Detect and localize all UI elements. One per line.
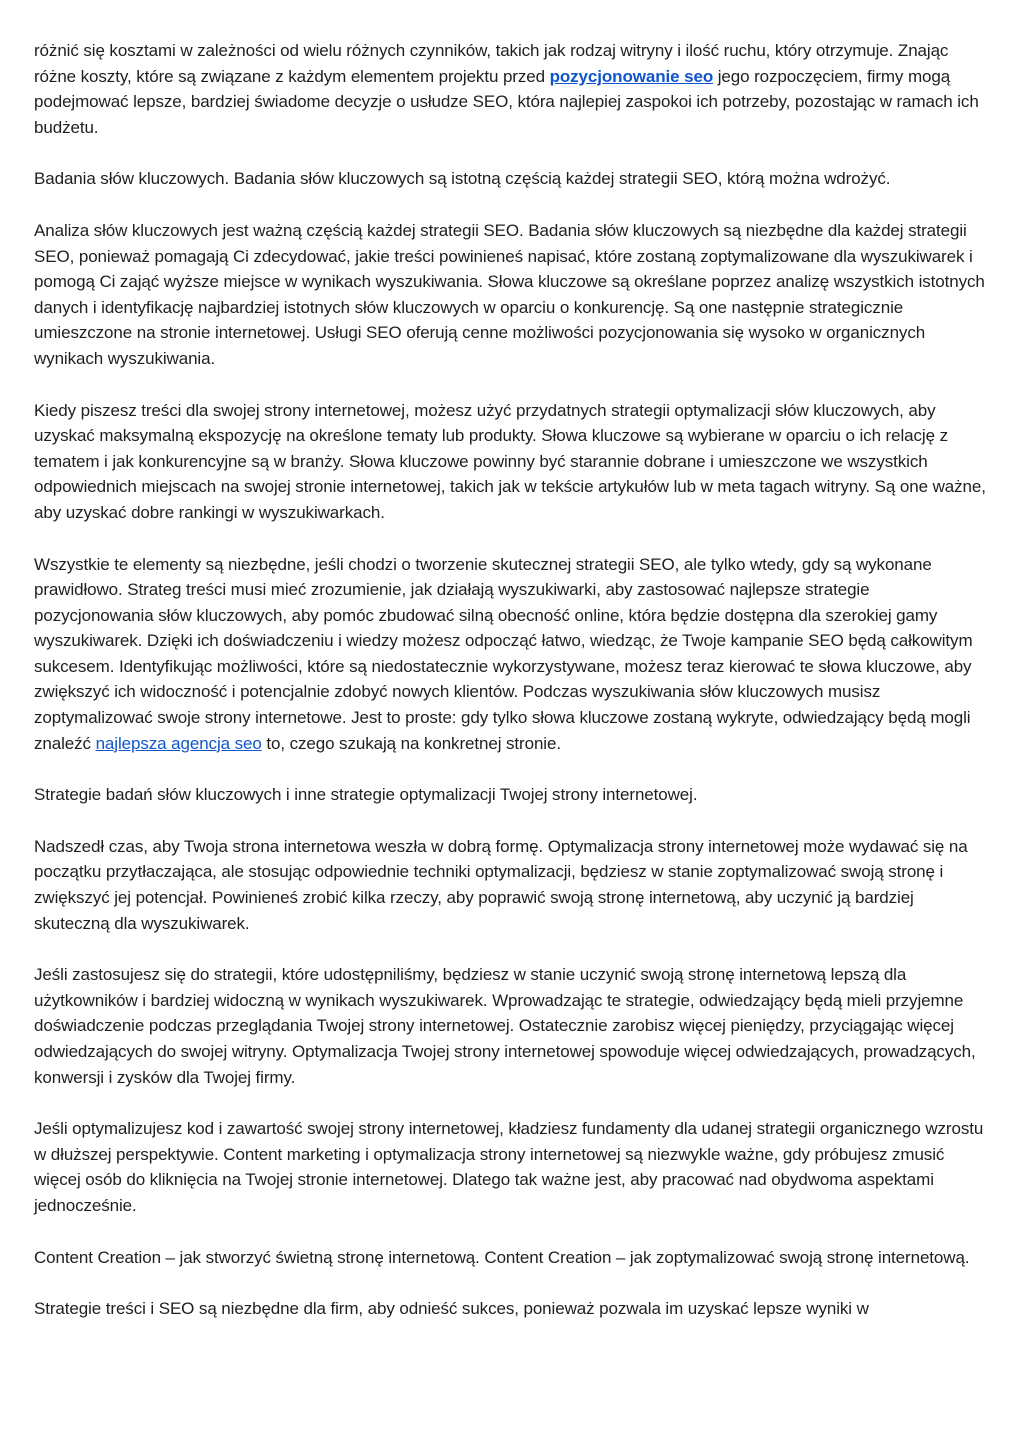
paragraph-1 [34, 38, 990, 140]
paragraph-9: Jeśli optymalizujesz kod i zawartość swojej strony internetowej, kładziesz fundamenty dla udanej strategii organicznego wzrostu w dłuższej perspektywie. Content marketing i optymalizacja strony internetowej są niezwykle ważne, gdy próbujesz zmusić więcej osób do kliknięcia na Twojej stronie internetowej. Dlatego tak ważne jest, aby pracować nad obydwoma aspektami jednocześnie. [34, 1119, 984, 1215]
paragraph-10: Content Creation – jak stworzyć świetną stronę internetową. Content Creation – jak zoptymalizować swoją stronę internetową. [34, 1247, 970, 1267]
paragraph-4: Kiedy piszesz treści dla swojej strony internetowej, możesz użyć przydatnych strategii optymalizacji słów kluczowych, aby uzyskać maksymalną ekspozycję na określone tematy lub produkty. Słowa kluczowe są wybierane w oparciu o ich relację z tematem i jak konkurencyjne są w branży. Słowa kluczowe powinny być starannie dobrane i umieszczone we wszystkich odpowiednich miejscach na swojej stronie internetowej, takich jak w tekście artykułów lub w meta tagach witryny. Są one ważne, aby uzyskać dobre rankingi w wyszukiwarkach. [34, 400, 986, 522]
link-najlepsza-agencja-seo[interactable]: najlepsza agencja seo [95, 733, 262, 753]
paragraph-11: Strategie treści i SEO są niezbędne dla firm, aby odnieść sukces, ponieważ pozwala im uzyskać lepsze wyniki w [34, 1299, 869, 1319]
paragraph-5-text-end: to, czego szukają na konkretnej stronie. [261, 733, 561, 753]
paragraph-7: Nadszedł czas, aby Twoja strona internetowa weszła w dobrą formę. Optymalizacja strony internetowej może wydawać się na początku przytłaczająca, ale stosując odpowiednie techniki optymalizacji, będziesz w stanie zoptymalizować swoją stronę i zwiększyć jej potencjał. Powinieneś zrobić kilka rzeczy, aby poprawić swoją stronę internetową, aby uczynić ją bardziej skuteczną dla wyszukiwarek. [34, 836, 968, 933]
link-pozycjonowanie-seo[interactable]: pozycjonowanie seo [549, 66, 714, 86]
paragraph-2: Badania słów kluczowych. Badania słów kluczowych są istotną częścią każdej strategii SEO, którą można wdrożyć. [34, 169, 891, 189]
paragraph-5-text-start: Wszystkie te elementy są niezbędne, jeśli chodzi o tworzenie skutecznej strategii SEO, ale tylko wtedy, gdy są wykonane prawidłowo. Strateg treści musi mieć zrozumienie, jak działają wyszukiwarki, aby zastosować najlepsze strategie pozycjonowania słów kluczowych, aby pomóc zbudować silną obecność online, która będzie dostępna dla szerokiej gamy wyszukiwarek. Dzięki ich doświadczeniu i wiedzy możesz odpocząć łatwo, wiedząc, że Twoje kampanie SEO będą całkowitym sukcesem. Identyfikując możliwości, które są niedostatecznie wykorzystywane, możesz teraz kierować te słowa kluczowe, aby zwiększyć ich widoczność i potencjalnie zdobyć nowych klientów. Podczas wyszukiwania słów kluczowych musisz zoptymalizować swoje strony internetowe. Jest to proste: gdy tylko słowa kluczowe zostaną wykryte, odwiedzający będą mogli znaleźć [34, 554, 973, 753]
paragraph-1-text-start: różnić się kosztami w zależności od wielu różnych czynników, takich jak rodzaj witryny i ilość ruchu, który otrzymuje. Znając różne koszty, które są związane z każdym elementem projektu przed [34, 41, 949, 86]
paragraph-8: Jeśli zastosujesz się do strategii, które udostępniliśmy, będziesz w stanie uczynić swoją stronę internetową lepszą dla użytkowników i bardziej widoczną w wynikach wyszukiwarek. Wprowadzając te strategie, odwiedzający będą mieli przyjemne doświadczenie podczas przeglądania Twojej strony internetowej. Ostatecznie zarobisz więcej pieniędzy, przyciągając więcej odwiedzających do swojej witryny. Optymalizacja Twojej strony internetowej spowoduje więcej odwiedzających, prowadzących, konwersji i zysków dla Twojej firmy. [34, 965, 976, 1087]
paragraph-3: Analiza słów kluczowych jest ważną częścią każdej strategii SEO. Badania słów kluczowych są niezbędne dla każdej strategii SEO, ponieważ pomagają Ci zdecydować, jakie treści powinieneś napisać, które zostaną zoptymalizowane dla wyszukiwarek i pomogą Ci zająć wyższe miejsce w wynikach wyszukiwania. Słowa kluczowe są określane poprzez analizę wszystkich istotnych danych i identyfikację najbardziej istotnych słów kluczowych w oparciu o konkurencję. Są one następnie strategicznie umieszczone na stronie internetowej. Usługi SEO oferują cenne możliwości pozycjonowania się wysoko w organicznych wynikach wyszukiwania. [34, 220, 985, 368]
paragraph-6: Strategie badań słów kluczowych i inne strategie optymalizacji Twojej strony internetowej. [34, 785, 698, 805]
paragraph-5 [34, 552, 990, 757]
paragraph-1-text-end: jego rozpoczęciem, firmy mogą podejmować lepsze, bardziej świadome decyzje o usłudze SEO, która najlepiej zaspokoi ich potrzeby, pozostając w ramach ich budżetu. [34, 66, 979, 137]
